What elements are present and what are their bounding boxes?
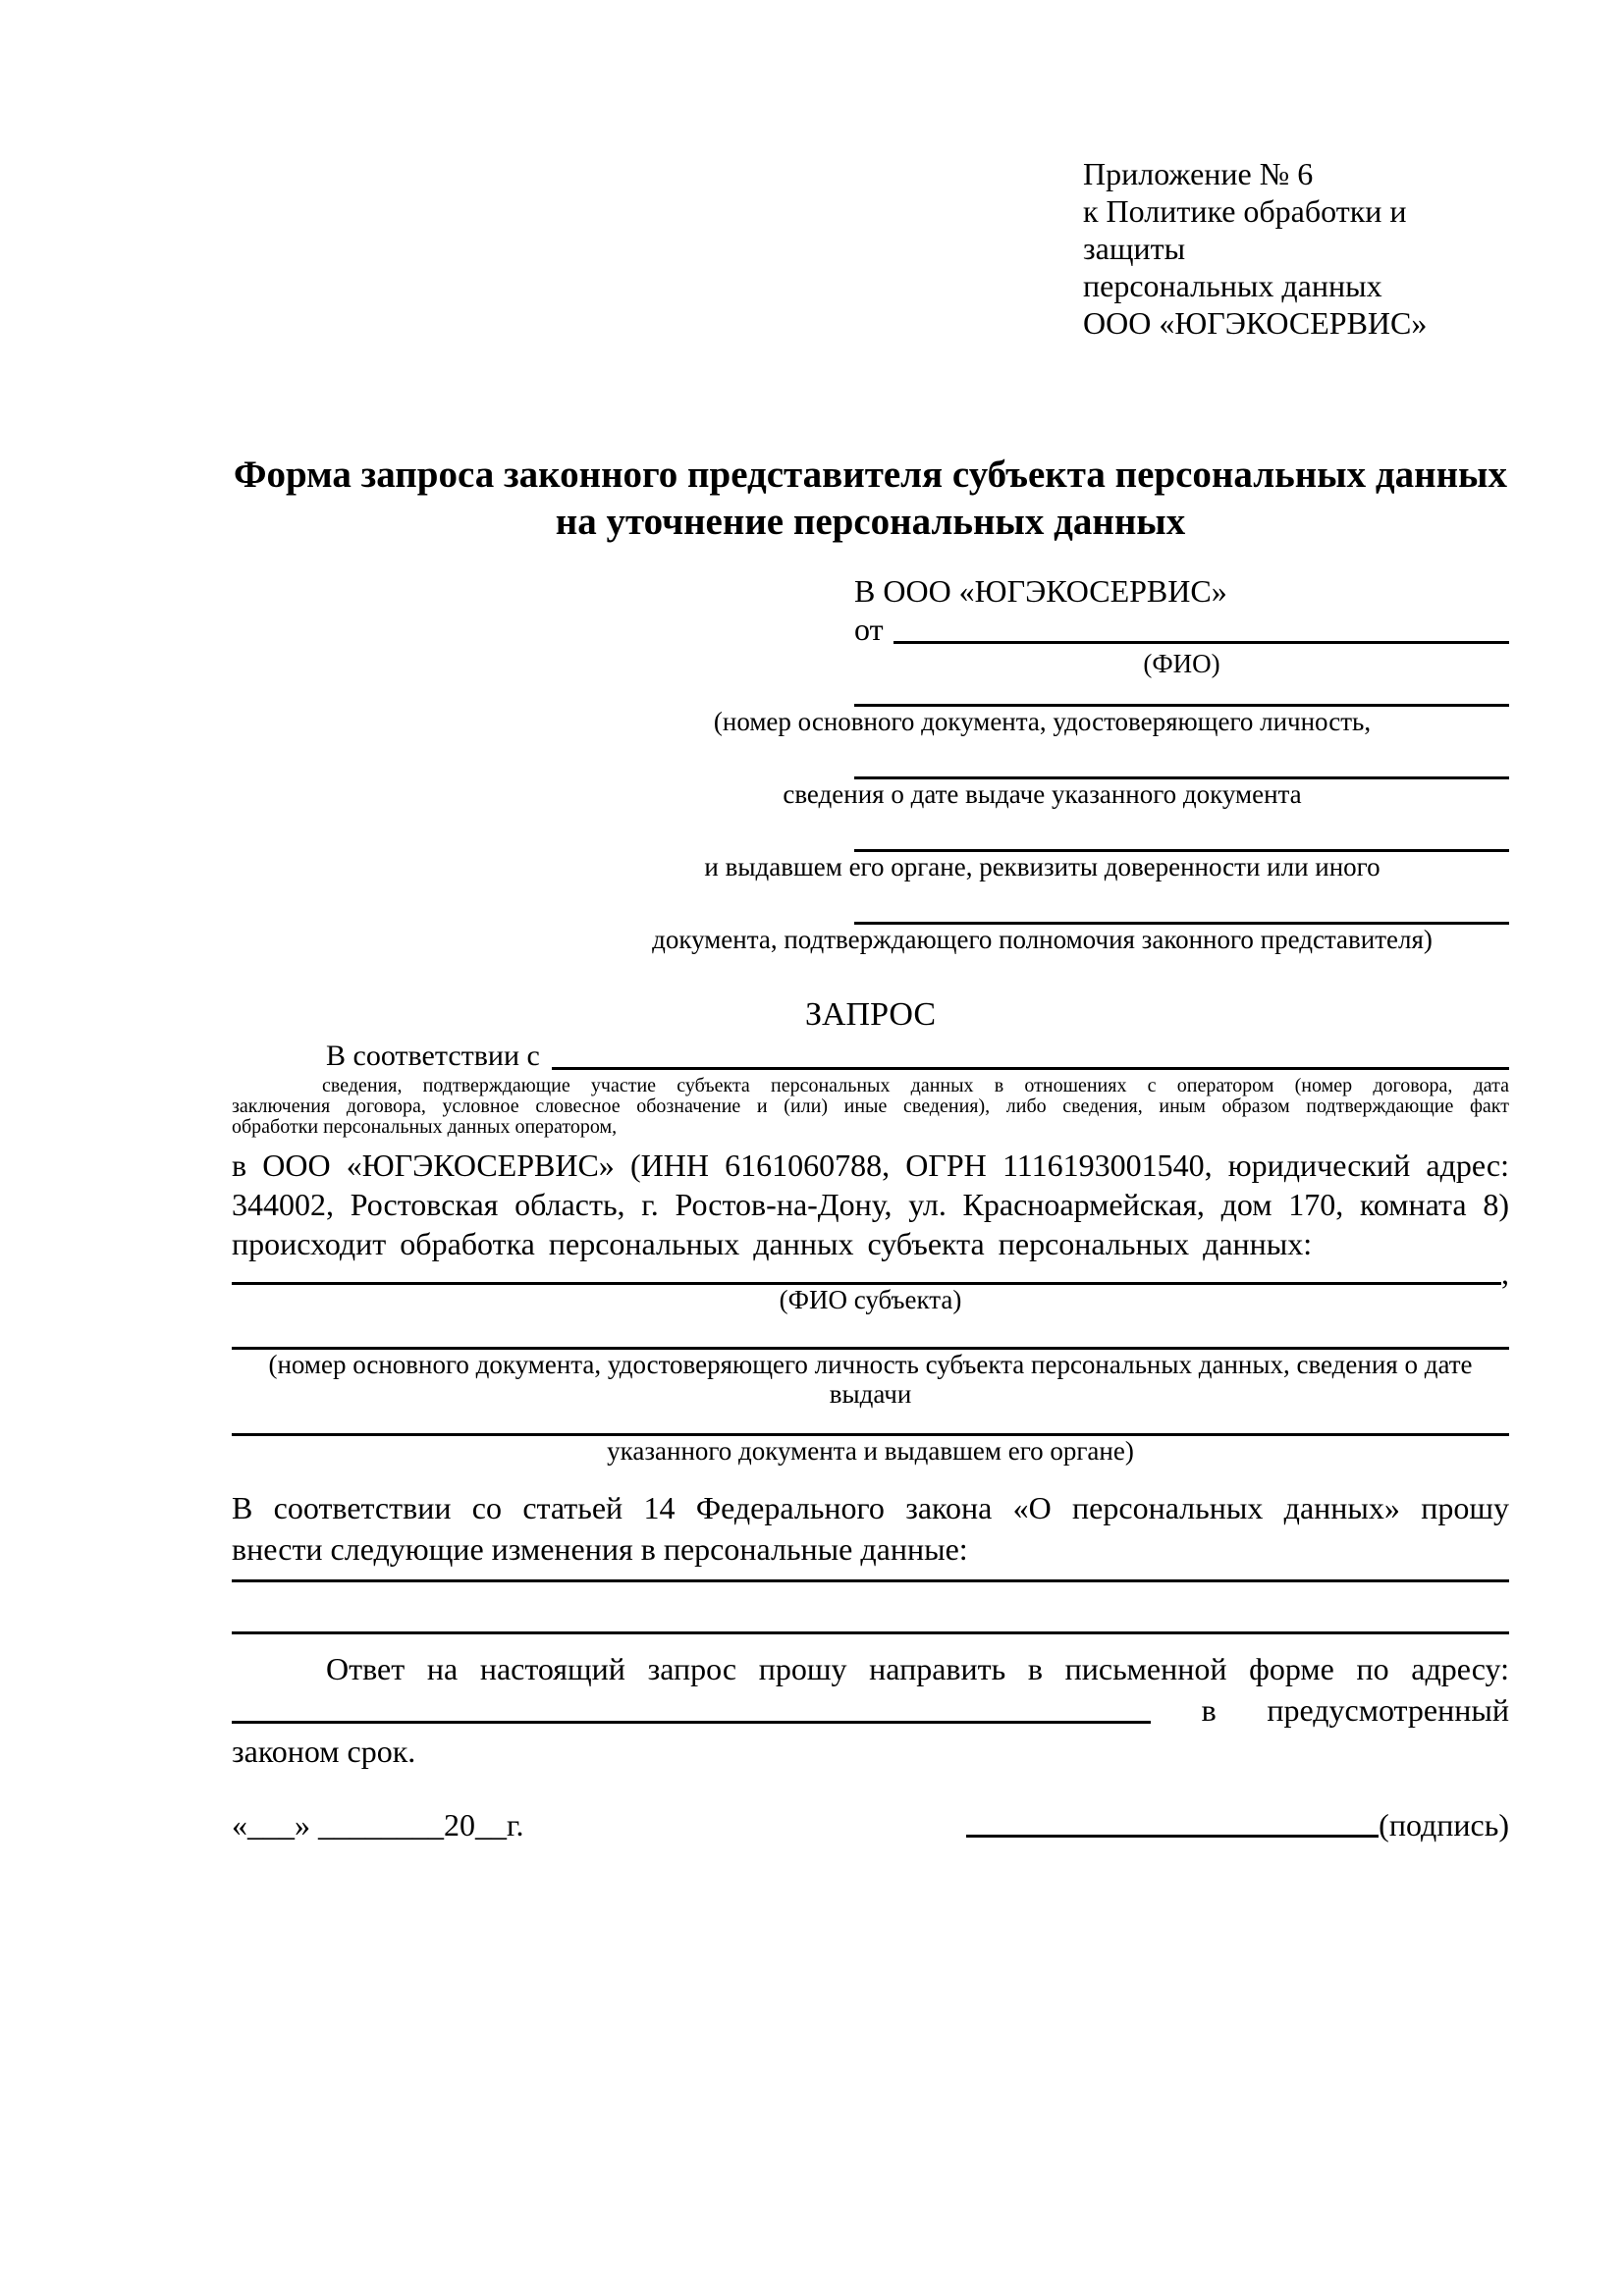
addressee-from-row [854, 610, 1509, 649]
subject-fio-caption: (ФИО субъекта) [779, 1285, 962, 1314]
changes-fill-line-1 [232, 1570, 1509, 1582]
operator-paragraph [232, 1146, 1509, 1263]
addressee-block [232, 572, 1509, 954]
signature-row [232, 1801, 1509, 1844]
operator-line: 344002, Ростовская область, г. Ростов-на-Дону, ул. Красноармейская, дом 170, комната 8) [232, 1187, 1509, 1222]
signature-area [966, 1805, 1509, 1844]
annex-header-line: Приложение № 6 [1083, 156, 1314, 191]
document-title [232, 452, 1509, 546]
annex-header-line: ООО «ЮГЭКОСЕРВИС» [1083, 305, 1428, 341]
operator-line: в ООО «ЮГЭКОСЕРВИС» (ИНН 6161060788, ОГРН 1116193001540, юридический адрес: [232, 1148, 1509, 1183]
signature-caption: (подпись) [1379, 1807, 1509, 1842]
footnote-paragraph [232, 1076, 1509, 1138]
annex-header-line: персональных данных [1083, 268, 1382, 303]
authority-document-caption: документа, подтверждающего полномочия законного представителя) [652, 925, 1433, 954]
issuing-authority-fill-line [854, 837, 1509, 852]
subject-document-caption-1: (номер основного документа, удостоверяющего личность субъекта персональных данных, сведения о дате выдачи [268, 1350, 1473, 1409]
trailing-comma: , [1501, 1255, 1509, 1291]
signature-fill-line [966, 1835, 1379, 1838]
answer-paragraph [232, 1648, 1509, 1772]
annex-header [1083, 155, 1509, 342]
answer-address-row [232, 1689, 1509, 1731]
request-heading: ЗАПРОС [804, 996, 937, 1033]
footnote-line: заключения договора, условное словесное обозначение и (или) иные сведения), либо сведения, иным образом подтверждающие факт [232, 1095, 1509, 1117]
subject-fio-row [232, 1255, 1509, 1291]
footnote-line: сведения, подтверждающие участие субъекта персональных данных в отношениях с оператором (номер договора, дата [322, 1075, 1509, 1096]
document-title-line1: Форма запроса законного представителя субъекта персональных данных [233, 454, 1508, 496]
answer-word-predusmotrenny: предусмотренный [1267, 1692, 1509, 1728]
article-line: внести следующие изменения в персональные данные: [232, 1531, 968, 1567]
article-line: В соответствии со статьей 14 Федерального закона «О персональных данных» прошу [232, 1490, 1509, 1525]
document-title-line2: на уточнение персональных данных [555, 501, 1186, 543]
answer-line-1: Ответ на настоящий запрос прошу направить в письменной форме по адресу: [326, 1651, 1509, 1686]
accordance-fill-line [552, 1037, 1509, 1070]
answer-word-v: в [1201, 1692, 1217, 1728]
date-blank: «___» ________20__г. [232, 1807, 524, 1842]
address-fill-line [232, 1721, 1151, 1724]
subject-fio-fill-line [232, 1260, 1501, 1285]
addressee-to: В ООО «ЮГЭКОСЕРВИС» [854, 573, 1227, 609]
article-paragraph [232, 1487, 1509, 1570]
footnote-line: обработки персональных данных оператором, [232, 1116, 618, 1138]
fio-caption: (ФИО) [1143, 649, 1220, 678]
accordance-row [232, 1037, 1509, 1076]
answer-tail: законом срок. [232, 1734, 416, 1769]
changes-fill-line-2 [232, 1582, 1509, 1634]
operator-line: происходит обработка персональных данных субъекта персональных данных: [232, 1226, 1313, 1261]
annex-header-line: к Политике обработки и защиты [1083, 193, 1407, 266]
issue-date-caption: сведения о дате выдаче указанного документа [783, 779, 1302, 809]
issue-date-fill-line [854, 765, 1509, 779]
from-label: от [854, 612, 884, 647]
subject-document-caption-2: указанного документа и выдавшем его органе) [607, 1436, 1134, 1466]
issuing-authority-caption: и выдавшем его органе, реквизиты доверенности или иного [704, 852, 1380, 881]
authority-document-fill-line [854, 910, 1509, 925]
accordance-label: В соответствии с [326, 1040, 540, 1072]
fio-fill-line [893, 610, 1509, 644]
document-number-caption: (номер основного документа, удостоверяющего личность, [713, 707, 1372, 736]
document-number-fill-line [854, 692, 1509, 707]
